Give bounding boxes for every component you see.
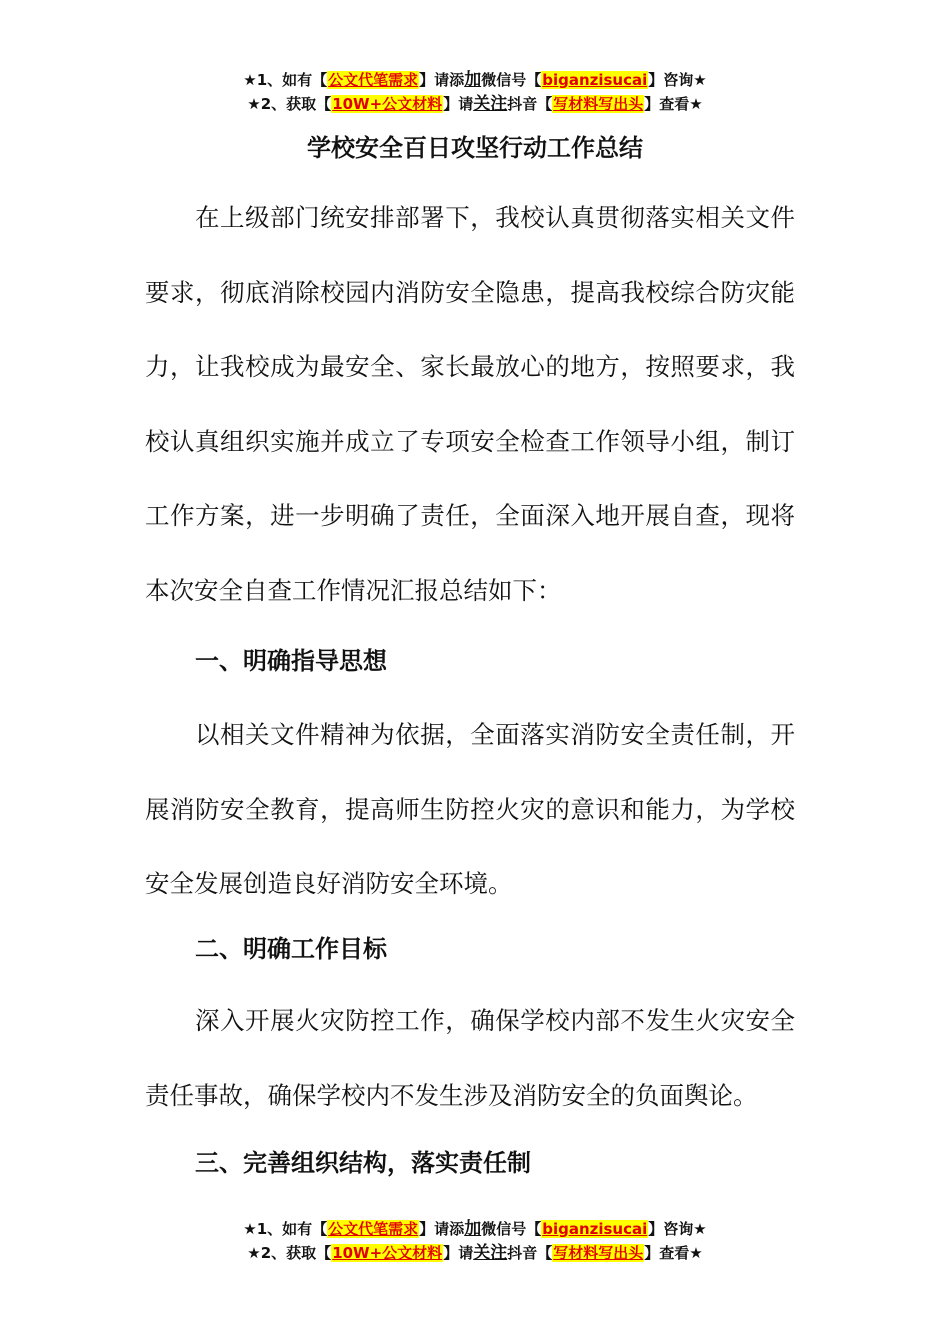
banner-line-1 [0,1217,950,1241]
banner-line-1-mid: 】请添 [419,71,465,89]
banner-line-2-mid2: 抖音【 [507,1244,553,1262]
banner-line-1-suffix: 】咨询★ [648,1220,707,1238]
intro-paragraph: 在上级部门统安排部署下，我校认真贯彻落实相关文件要求，彻底消除校园内消防安全隐患，提高我校综合防灾能力，让我校成为最安全、家长最放心的地方，按照要求，我校认真组织实施并成立了专项安全检查工作领导小组，制订工作方案，进一步明确了责任，全面深入地开展自查，现将本次安全自查工作情况汇报总结如下： [145,203,795,605]
banner-line-1-suffix: 】咨询★ [648,71,707,89]
banner-line-2-prefix: ★2、获取【 [247,1244,332,1262]
top-banner [0,68,950,116]
banner-line-1-prefix: ★1、如有【 [243,71,328,89]
banner-line-1-emphasis: 加 [464,70,482,90]
banner-line-2-prefix: ★2、获取【 [247,95,332,113]
banner-line-1-emphasis: 加 [464,1219,482,1239]
banner-line-2-mid: 】请 [443,1244,474,1262]
banner-line-2 [0,1241,950,1265]
banner-line-1-mid2: 微信号【 [481,1220,542,1238]
banner-line-2-highlight-materials: 10W+公文材料 [332,95,443,113]
bottom-banner [0,1217,950,1265]
section-2-body: 深入开展火灾防控工作，确保学校内部不发生火灾安全责任事故，确保学校内不发生涉及消防安全的负面舆论。 [145,1006,795,1110]
section-1-heading: 一、明确指导思想 [195,647,387,675]
banner-line-2-emphasis: 关注 [473,1243,508,1263]
banner-line-2 [0,92,950,116]
banner-line-2-highlight-materials: 10W+公文材料 [332,1244,443,1262]
section-1-body: 以相关文件精神为依据，全面落实消防安全责任制，开展消防安全教育，提高师生防控火灾的意识和能力，为学校安全发展创造良好消防安全环境。 [145,720,795,899]
banner-line-2-emphasis: 关注 [473,94,508,114]
banner-line-1-highlight-service: 公文代笔需求 [328,71,419,89]
section-3-heading: 三、完善组织结构，落实责任制 [195,1149,531,1177]
document-title: 学校安全百日攻坚行动工作总结 [307,134,643,162]
banner-line-2-mid: 】请 [443,95,474,113]
banner-line-1-mid2: 微信号【 [481,71,542,89]
banner-line-1 [0,68,950,92]
banner-line-2-suffix: 】查看★ [644,95,703,113]
banner-line-1-wechat-id: biganzisucai [542,71,648,89]
banner-line-2-mid2: 抖音【 [507,95,553,113]
banner-line-2-suffix: 】查看★ [644,1244,703,1262]
section-2-heading: 二、明确工作目标 [195,935,387,963]
banner-line-1-prefix: ★1、如有【 [243,1220,328,1238]
banner-line-1-highlight-service: 公文代笔需求 [328,1220,419,1238]
banner-line-1-wechat-id: biganzisucai [542,1220,648,1238]
banner-line-1-mid: 】请添 [419,1220,465,1238]
banner-line-2-douyin-account: 写材料写出头 [553,95,644,113]
banner-line-2-douyin-account: 写材料写出头 [553,1244,644,1262]
